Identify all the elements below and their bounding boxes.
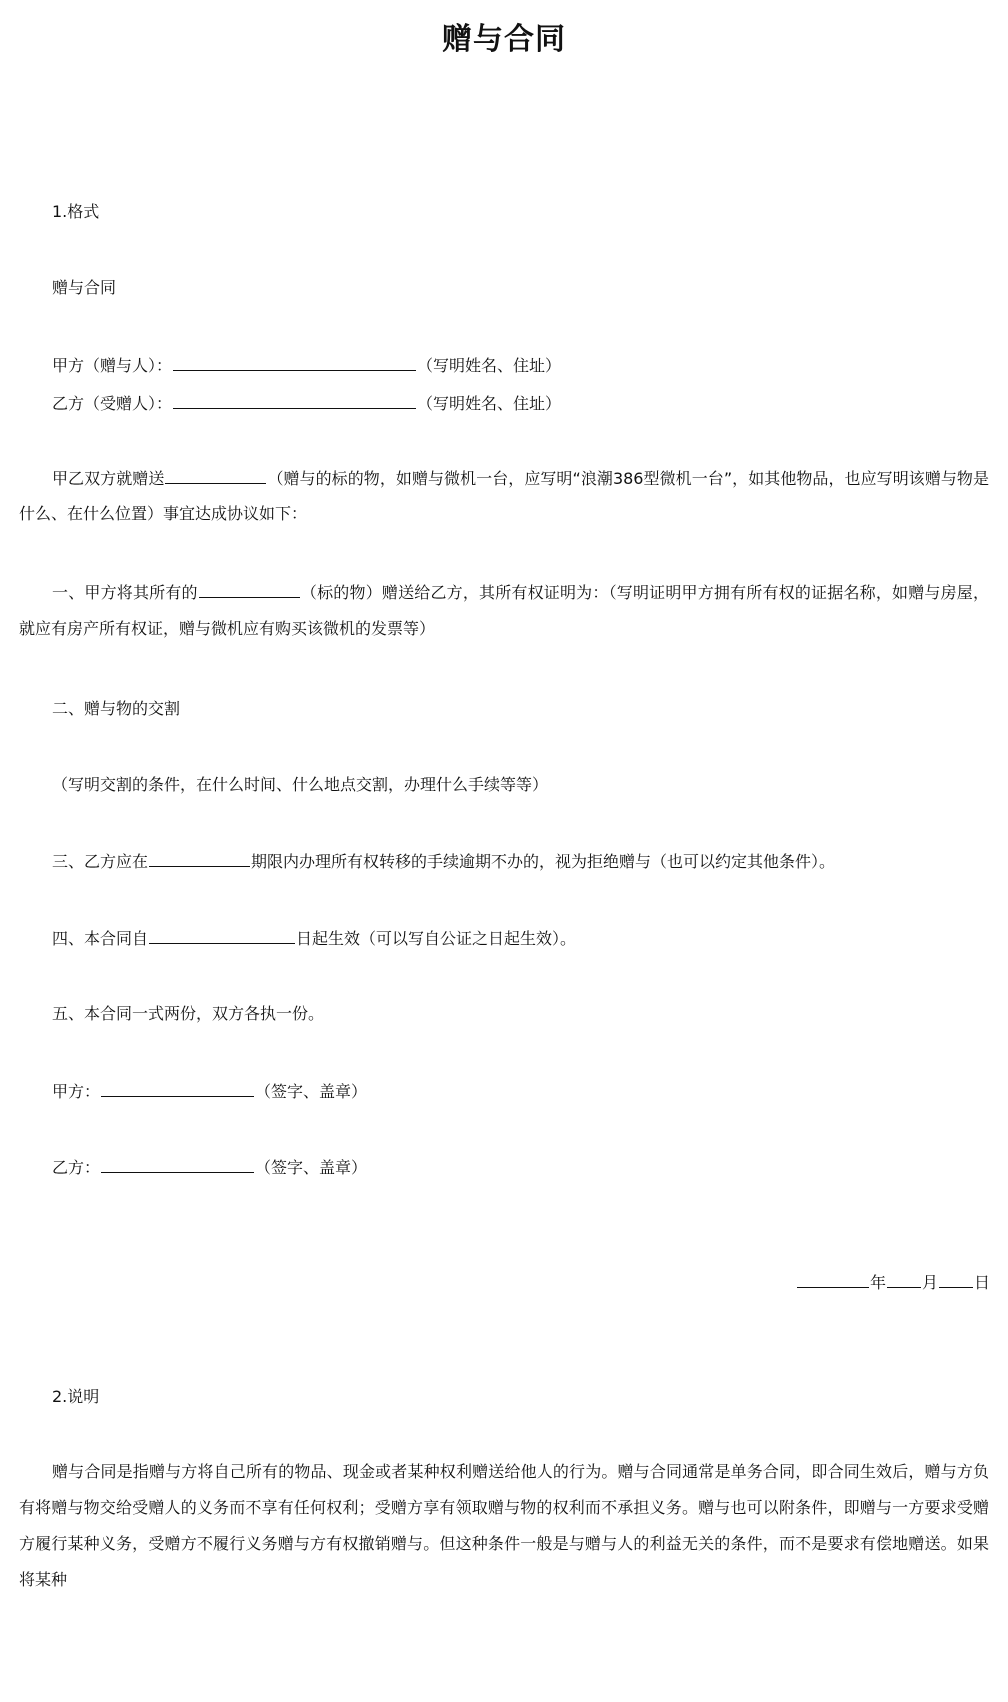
- clause-3-line: [52, 850, 835, 873]
- signature-b-label: 乙方：: [52, 1158, 101, 1177]
- clause-1-text-a: 一、甲方将其所有的: [52, 583, 198, 602]
- signature-a-blank[interactable]: [101, 1080, 254, 1097]
- party-a-line: [52, 354, 561, 377]
- clause-4-text-a: 四、本合同自: [52, 929, 149, 948]
- clause-1-paragraph: [19, 575, 989, 647]
- clause-2-note: （写明交割的条件，在什么时间、什么地点交割，办理什么手续等等）: [52, 775, 549, 794]
- party-a-note: （写明姓名、住址）: [417, 356, 562, 375]
- section-2-heading: 2.说明: [52, 1387, 100, 1406]
- signature-b-line: [52, 1156, 367, 1179]
- clause-3-blank[interactable]: [149, 850, 250, 867]
- clause-4-line: [52, 927, 576, 950]
- date-month-blank[interactable]: [887, 1271, 921, 1288]
- party-b-line: [52, 392, 561, 415]
- party-b-label: 乙方（受赠人）：: [52, 394, 173, 413]
- signature-b-blank[interactable]: [101, 1156, 254, 1173]
- clause-1-text-b: （标的物）赠送给乙方，其所有权证明为：（写明证明甲方拥有所有权的证据名称，如赠与房屋，就应有房产所有权证，赠与微机应有购买该微机的发票等）: [19, 583, 989, 638]
- date-year-label: 年: [869, 1273, 886, 1292]
- signature-a-line: [52, 1080, 367, 1103]
- date-day-blank[interactable]: [939, 1271, 973, 1288]
- document-title: 赠与合同: [442, 22, 566, 57]
- date-day-label: 日: [973, 1273, 990, 1292]
- party-b-blank[interactable]: [173, 392, 416, 409]
- clause-1-blank[interactable]: [199, 581, 300, 598]
- intro-text-b: （赠与的标的物，如赠与微机一台，应写明“浪潮386型微机一台”，如其他物品，也应写明该赠与物是什么、在什么位置）事宜达成协议如下：: [19, 469, 989, 523]
- section-1-heading: 1.格式: [52, 202, 100, 221]
- date-line: [796, 1271, 990, 1294]
- date-year-blank[interactable]: [797, 1271, 869, 1288]
- intro-paragraph: [19, 461, 989, 531]
- party-a-blank[interactable]: [173, 354, 416, 371]
- signature-a-note: （签字、盖章）: [255, 1082, 368, 1101]
- clause-2-heading: 二、赠与物的交割: [52, 699, 181, 718]
- date-month-label: 月: [921, 1273, 938, 1292]
- explanation-paragraph: 赠与合同是指赠与方将自己所有的物品、现金或者某种权利赠送给他人的行为。赠与合同通常是单务合同，即合同生效后，赠与方负有将赠与物交给受赠人的义务而不享有任何权利；受赠方享有领取赠与物的权利而不承担义务。赠与也可以附条件，即赠与一方要求受赠方履行某种义务，受赠方不履行义务赠与方有权撤销赠与。但这种条件一般是与赠与人的利益无关的条件，而不是要求有偿地赠送。如果将某种: [19, 1462, 989, 1589]
- clause-5-line: 五、本合同一式两份，双方各执一份。: [52, 1004, 325, 1023]
- signature-a-label: 甲方：: [52, 1082, 101, 1101]
- clause-4-text-b: 日起生效（可以写自公证之日起生效）。: [296, 929, 577, 948]
- clause-3-text-a: 三、乙方应在: [52, 852, 149, 871]
- contract-subtitle: 赠与合同: [52, 278, 117, 297]
- intro-text-a: 甲乙双方就赠送: [52, 469, 165, 488]
- clause-3-text-b: 期限内办理所有权转移的手续逾期不办的，视为拒绝赠与（也可以约定其他条件）。: [251, 852, 836, 871]
- clause-4-blank[interactable]: [149, 927, 295, 944]
- party-a-label: 甲方（赠与人）：: [52, 356, 173, 375]
- gift-object-blank[interactable]: [165, 467, 266, 484]
- party-b-note: （写明姓名、住址）: [417, 394, 562, 413]
- signature-b-note: （签字、盖章）: [255, 1158, 368, 1177]
